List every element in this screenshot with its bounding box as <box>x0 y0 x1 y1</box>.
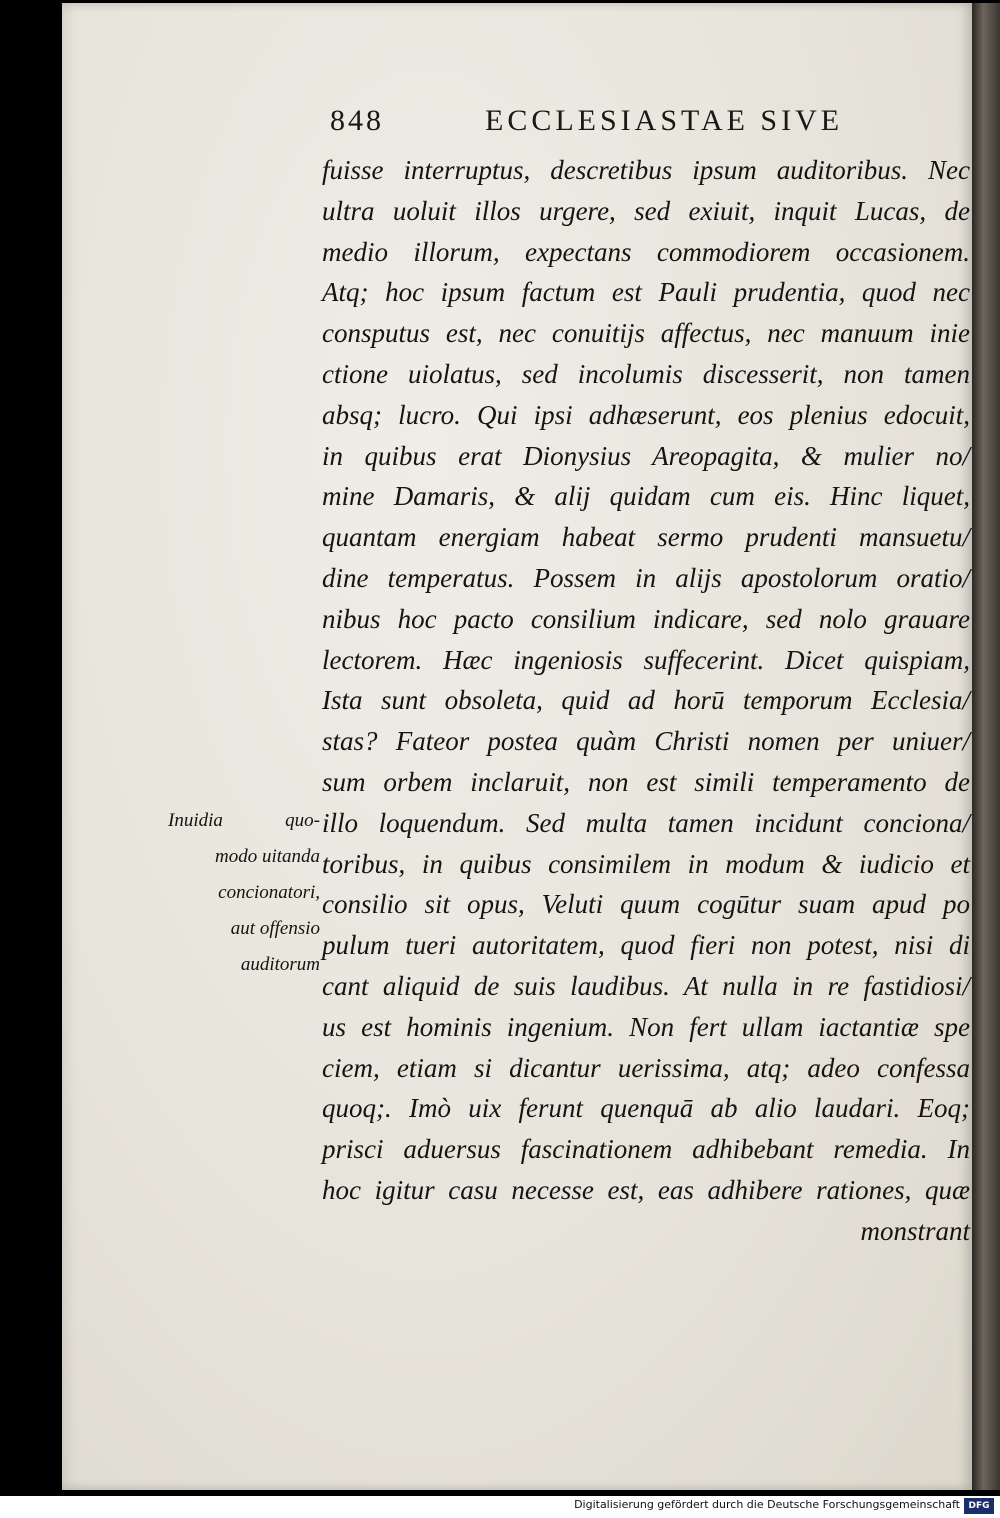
text-line: fuisse interruptus, descretibus ipsum auditoribus. Nec <box>322 155 970 185</box>
text-line: medio illorum, expectans commodiorem occasionem. <box>322 236 970 267</box>
margin-note-line: Inuidia quo- <box>168 810 320 831</box>
text-line: sum orbem inclaruit, non est simili temperamento de <box>322 766 970 797</box>
footer-bar <box>0 1496 1000 1518</box>
text-line: hoc igitur casu necesse est, eas adhibere rationes, quæ <box>322 1174 970 1205</box>
text-line: ultra uoluit illos urgere, sed exiuit, inquit Lucas, de <box>322 195 970 226</box>
text-line: stas? Fateor postea quàm Christi nomen per uniuer/ <box>322 726 970 757</box>
text-line: consputus est, nec conuitijs affectus, nec manuum inie <box>322 318 970 349</box>
text-line: absq; lucro. Qui ipsi adhæserunt, eos plenius edocuit, <box>322 399 970 430</box>
page-header <box>330 104 930 148</box>
text-line: dine temperatus. Possem in alijs apostolorum oratio/ <box>322 562 970 593</box>
text-line: us est hominis ingenium. Non fert ullam iactantiæ spe <box>322 1011 970 1042</box>
main-text-block <box>322 150 970 1252</box>
text-line: Atq; hoc ipsum factum est Pauli prudentia, quod nec <box>322 277 970 308</box>
text-line: ciem, etiam si dicantur uerissima, atq; adeo confessa <box>322 1052 970 1083</box>
text-line: Ista sunt obsoleta, quid ad horū temporum Ecclesia/ <box>322 685 970 716</box>
margin-note <box>168 803 320 983</box>
text-line: quantam energiam habeat sermo prudenti mansuetu/ <box>322 522 970 553</box>
text-line: toribus, in quibus consimilem in modum & iudicio et <box>322 848 970 879</box>
margin-note-line: aut offensio <box>230 918 320 939</box>
text-line: illo loquendum. Sed multa tamen incidunt conciona/ <box>322 807 970 838</box>
text-line: mine Damaris, & alij quidam cum eis. Hinc liquet, <box>322 481 970 512</box>
margin-note-line: auditorum <box>240 954 320 975</box>
margin-note-line: modo uitanda <box>214 846 320 867</box>
text-line: nibus hoc pacto consilium indicare, sed nolo grauare <box>322 603 970 634</box>
margin-note-line: concionatori, <box>218 882 320 903</box>
text-line: pulum tueri autoritatem, quod fieri non potest, nisi di <box>322 930 970 961</box>
page-number: 848 <box>330 104 384 137</box>
text-line: prisci aduersus fascinationem adhibebant remedia. In <box>322 1134 970 1165</box>
funding-credit: Digitalisierung gefördert durch die Deutsche Forschungsgemeinschaft <box>574 1498 960 1511</box>
text-line: ctione uiolatus, sed incolumis discesserit, non tamen <box>322 358 970 389</box>
text-line: in quibus erat Dionysius Areopagita, & mulier no/ <box>322 440 970 471</box>
text-line: quoq;. Imò uix ferunt quenquā ab alio laudari. Eoq; <box>322 1093 970 1124</box>
catchword: monstrant <box>860 1215 970 1246</box>
page-edge <box>972 3 1000 1490</box>
running-head: ECCLESIASTAE SIVE <box>485 104 844 137</box>
dfg-logo: DFG <box>964 1498 994 1514</box>
text-line: lectorem. Hæc ingeniosis suffecerint. Dicet quispiam, <box>322 644 970 675</box>
text-line: consilio sit opus, Veluti quum cogūtur suam apud po <box>322 889 970 920</box>
text-line: cant aliquid de suis laudibus. At nulla in re fastidiosi/ <box>322 970 970 1001</box>
